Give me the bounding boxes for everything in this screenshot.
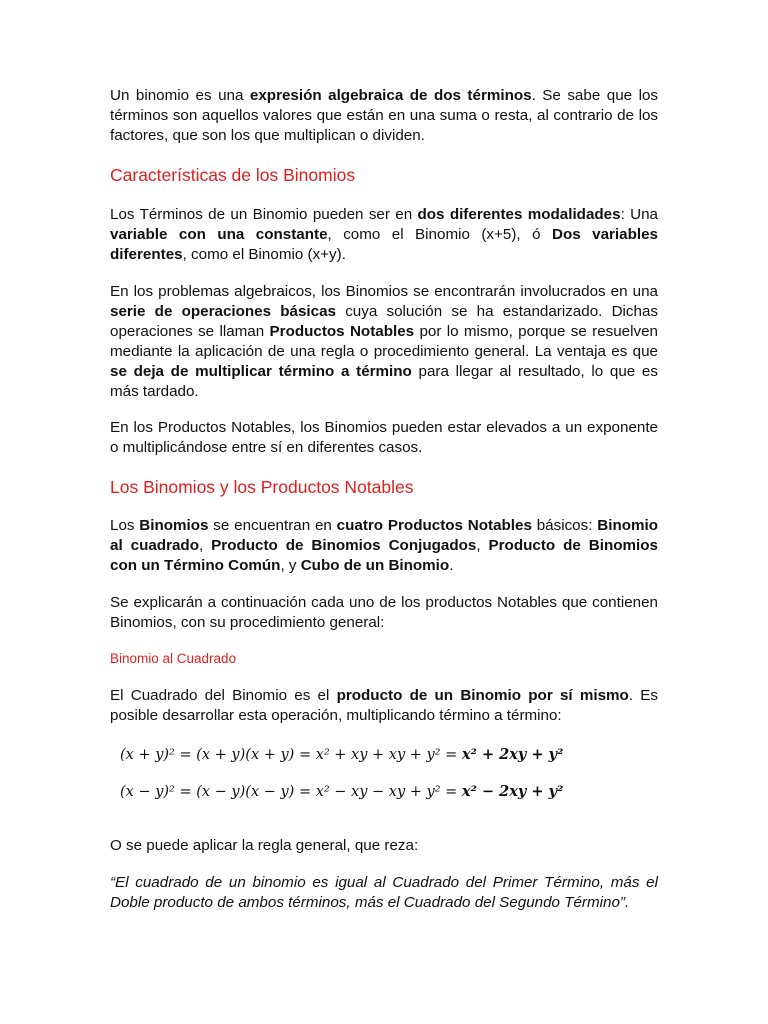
bold-phrase: Binomio al cuadrado (110, 517, 658, 554)
bold-phrase: se deja de multiplicar término a término (110, 363, 412, 380)
bold-phrase: cuatro Productos Notables (336, 517, 532, 534)
bold-phrase: dos diferentes modalidades (417, 206, 621, 223)
equation-sum-squared: (x + y)² = (x + y)(x + y) = x² + xy + xy + y² = x² + 2xy + y² (120, 746, 564, 763)
paragraph-regla-general: O se puede aplicar la regla general, que reza: (110, 837, 419, 854)
equation-result: x² + 2xy + y² (461, 746, 564, 763)
section-heading-caracteristicas: Características de los Binomios (110, 165, 356, 185)
bold-phrase: serie de operaciones básicas (110, 303, 336, 320)
equation-difference-squared: (x − y)² = (x − y)(x − y) = x² − xy − xy + y² = x² − 2xy + y² (120, 783, 564, 800)
paragraph-modalidades: Los Términos de un Binomio pueden ser en dos diferentes modalidades: Una variable con una constante, como el Binomio (x+5), ó Dos variables diferentes, como el Binomio (x+y). (110, 206, 658, 263)
paragraph-exponente: En los Productos Notables, los Binomios pueden estar elevados a un exponente o multiplicándose entre sí en diferentes casos. (110, 419, 658, 456)
bold-phrase: Dos variables diferentes (110, 226, 658, 263)
paragraph-cuatro-productos: Los Binomios se encuentran en cuatro Productos Notables básicos: Binomio al cuadrado, Producto de Binomios Conjugados, Producto de Binomios con un Término Común, y Cubo de un Binomio. (110, 517, 658, 574)
quote-regla: “El cuadrado de un binomio es igual al Cuadrado del Primer Término, más el Doble producto de ambos términos, más el Cuadrado del Segundo Término”. (110, 874, 658, 911)
paragraph-explicaran: Se explicarán a continuación cada uno de los productos Notables que contienen Binomios, con su procedimiento general: (110, 594, 658, 631)
intro-paragraph: Un binomio es una expresión algebraica de dos términos. Se sabe que los términos son aquellos valores que están en una suma o resta, al contrario de los factores, que son los que multiplican o dividen. (110, 87, 658, 144)
bold-phrase: Cubo de un Binomio (300, 557, 450, 574)
bold-phrase: expresión algebraica de dos términos (249, 87, 532, 104)
paragraph-operaciones: En los problemas algebraicos, los Binomios se encontrarán involucrados en una serie de operaciones básicas cuya solución se ha estandarizado. Dichas operaciones se llaman Productos Notables por lo mismo, porque se resuelven mediante la aplicación de una regla o procedimiento general. La ventaja es que se deja de multiplicar término a término para llegar al resultado, lo que es más tardado. (110, 283, 658, 400)
paragraph-cuadrado-binomio: El Cuadrado del Binomio es el producto de un Binomio por sí mismo. Es posible desarrollar esta operación, multiplicando término a término: (110, 687, 658, 724)
bold-phrase: producto de un Binomio por sí mismo (336, 687, 629, 704)
bold-phrase: Producto de Binomios Conjugados (211, 537, 477, 554)
equation-result: x² − 2xy + y² (461, 783, 564, 800)
bold-phrase: Productos Notables (269, 323, 415, 340)
subsection-heading-binomio-cuadrado: Binomio al Cuadrado (110, 651, 237, 666)
bold-phrase: variable con una constante (110, 226, 328, 243)
bold-phrase: Producto de Binomios con un Término Común (110, 537, 658, 574)
section-heading-productos-notables: Los Binomios y los Productos Notables (110, 477, 414, 497)
bold-phrase: Binomios (139, 517, 209, 534)
